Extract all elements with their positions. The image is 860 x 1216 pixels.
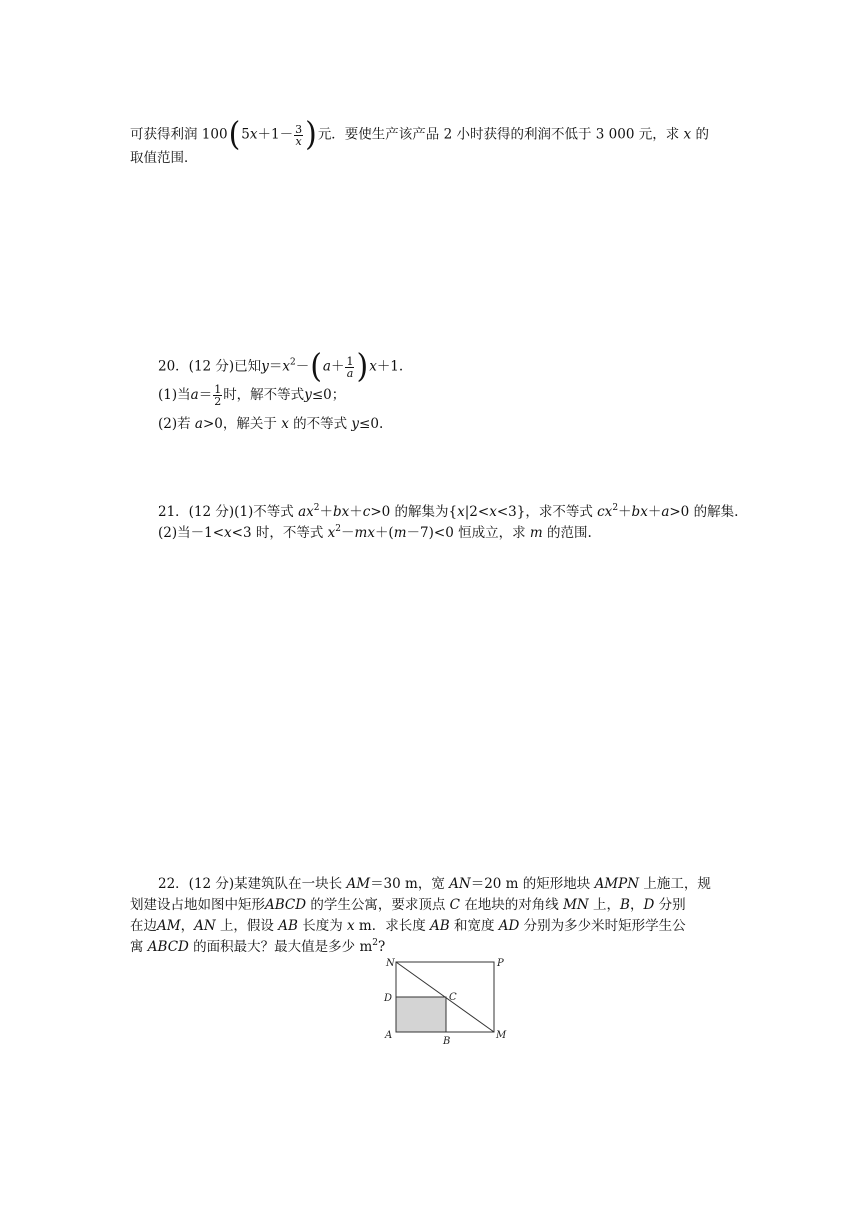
q20-p1-num: 1 xyxy=(214,383,222,396)
q20-line-1 xyxy=(158,347,404,386)
q22-l1-b: ＝30 m，宽 xyxy=(370,876,445,892)
q22-l1-an: AN xyxy=(449,876,471,892)
q19-term-b: ＋1－ xyxy=(257,126,294,143)
q21-l1-cx: cx xyxy=(597,504,613,520)
q22-l3-ab2: AB xyxy=(430,918,450,934)
q21-l1-sq: 2 xyxy=(313,503,320,513)
q20-part-1 xyxy=(158,383,345,407)
q20-p2-lead: (2)若 xyxy=(158,416,191,432)
q22-l3-x: x xyxy=(347,918,355,934)
q22-l3-an: AN xyxy=(194,918,216,934)
q19-tail-2: 的 xyxy=(695,126,709,143)
label-n: N xyxy=(386,958,395,969)
q21-l2-m2: m xyxy=(529,525,543,541)
q20-p1-a: a xyxy=(190,387,199,403)
q20-part-2 xyxy=(158,415,383,433)
q19-paren-close: ) xyxy=(305,115,317,154)
q22-l4-a: 寓 xyxy=(130,939,144,955)
q22-line-3 xyxy=(130,917,686,935)
q20-p1-den: 2 xyxy=(214,395,222,408)
q19-line-2: 取值范围． xyxy=(130,150,198,166)
q22-l3-c: 上，假设 xyxy=(219,918,274,934)
label-p: P xyxy=(497,958,504,969)
q20-p1-lead: (1)当 xyxy=(158,387,191,403)
q22-l4-abcd: ABCD xyxy=(147,939,189,955)
q22-l2-g: 分别 xyxy=(658,897,686,913)
q22-l3-am: AM xyxy=(157,918,181,934)
q22-l2-dv: D xyxy=(643,897,655,913)
q22-l2-c: C xyxy=(449,897,461,913)
apartment-abcd xyxy=(396,997,446,1032)
q21-l2-c: － xyxy=(341,525,355,541)
q19-line-1 xyxy=(130,115,709,154)
q22-l1-am: AM xyxy=(346,876,371,892)
q21-l2-x2: x xyxy=(327,525,336,541)
q22-line-2 xyxy=(130,896,686,914)
q20-p1-fraction xyxy=(213,384,222,407)
q22-l4-c: ? xyxy=(378,939,386,955)
q21-l2-m: m xyxy=(393,525,407,541)
q22-l1-c: ＝20 m 的矩形地块 xyxy=(470,876,591,892)
q19-paren-open: ( xyxy=(228,115,241,154)
q20-plus: ＋ xyxy=(330,358,345,375)
q20-fraction xyxy=(345,356,354,379)
q21-line-2 xyxy=(158,524,592,542)
q21-l2-mx: mx xyxy=(354,525,375,541)
q19-frac-num: 3 xyxy=(295,122,303,136)
q19-profit-lead: 可获得利润 100 xyxy=(130,126,228,143)
q21-l2-e: －7)<0 恒成立，求 xyxy=(406,525,526,541)
q22-line-1 xyxy=(158,875,711,893)
q22-l2-bv: B xyxy=(620,897,630,913)
q21-l1-bx: bx xyxy=(333,504,350,520)
q21-l2-b: <3 时，不等式 xyxy=(231,525,324,541)
q21-l2-f: 的范围. xyxy=(547,525,592,541)
q22-l4-sq: 2 xyxy=(372,938,378,948)
q21-l1-h: ＋ xyxy=(647,504,662,520)
label-c: C xyxy=(449,992,457,1003)
q21-line-1 xyxy=(158,503,738,521)
q22-l2-f: ， xyxy=(629,897,644,913)
q22-l2-mn: MN xyxy=(563,897,589,913)
q22-l2-b: 的学生公寓，要求顶点 xyxy=(310,897,446,913)
q21-l1-f: <3}，求不等式 xyxy=(496,504,593,520)
q21-l2-d: ＋( xyxy=(374,525,394,541)
q21-l1-a: 21．(12 分)(1)不等式 xyxy=(158,504,294,520)
q20-p2-mid2: 的不等式 xyxy=(293,416,348,432)
q21-l1-d: >0 的解集为{ xyxy=(370,504,458,520)
q19-var-x-2: x xyxy=(683,126,692,143)
q20-paren-close: ) xyxy=(356,347,369,386)
label-a: A xyxy=(385,1030,393,1041)
q22-l2-abcd: ABCD xyxy=(265,897,307,913)
q21-l1-c: ＋ xyxy=(349,504,363,520)
q22-l3-ab: AB xyxy=(278,918,298,934)
q22-l2-d: 在地块的对角线 xyxy=(464,897,559,913)
q21-l1-bx2: bx xyxy=(631,504,648,520)
q21-l1-i: >0 的解集. xyxy=(669,504,739,520)
q22-l3-b: ， xyxy=(180,918,195,934)
label-b: B xyxy=(443,1036,451,1047)
q21-l1-g: ＋ xyxy=(618,504,632,520)
q22-l2-e: 上， xyxy=(593,897,621,913)
q22-l2-a: 划建设占地如图中矩形 xyxy=(130,897,265,913)
q22-l3-a: 在边 xyxy=(130,918,157,934)
q22-l4-b: 的面积最大？最大值是多少 m xyxy=(193,939,373,955)
q20-eq: ＝ xyxy=(268,358,283,375)
q22-l1-a: 22．(12 分)某建筑队在一块长 xyxy=(158,876,343,892)
q20-sq: 2 xyxy=(289,357,296,368)
q21-l1-sq2: 2 xyxy=(612,503,619,513)
q20-prefix: 20．(12 分)已知 xyxy=(158,358,262,375)
q20-p1-tail: ≤0； xyxy=(311,387,346,403)
q20-frac-den: a xyxy=(346,366,354,380)
q20-p1-eq: ＝ xyxy=(198,387,213,403)
q21-l1-x: x xyxy=(457,504,465,520)
q22-l3-e: m．求长度 xyxy=(358,918,426,934)
q19-var-x: x xyxy=(249,126,258,143)
q21-l2-sq: 2 xyxy=(335,524,342,534)
q20-p1-y: y xyxy=(304,387,312,403)
q21-l1-x2: x xyxy=(489,504,497,520)
q21-l2-a: (2)当－1< xyxy=(158,525,225,541)
q21-l1-e: |2< xyxy=(464,504,490,520)
q19-term-a: 5 xyxy=(241,126,250,143)
q20-y: y xyxy=(261,358,269,375)
q19-fraction xyxy=(294,124,303,147)
q21-l2-x: x xyxy=(224,525,232,541)
q20-p2-mid: >0，解关于 xyxy=(202,416,277,432)
q21-l1-av: a xyxy=(661,504,670,520)
q22-l1-ampn: AMPN xyxy=(594,876,640,892)
q21-l1-b: ＋ xyxy=(319,504,334,520)
q21-l1-ax: ax xyxy=(298,504,314,520)
q20-paren-open: ( xyxy=(310,347,322,386)
q20-frac-num: 1 xyxy=(346,354,354,368)
q21-l1-cv: c xyxy=(362,504,371,520)
rectangle-diagram xyxy=(378,956,518,1048)
q20-p2-a: a xyxy=(194,416,203,432)
q20-suffix: ＋1. xyxy=(376,358,404,375)
q20-a: a xyxy=(322,358,331,375)
q19-frac-den: x xyxy=(295,134,302,148)
q22-l3-ad: AD xyxy=(498,918,520,934)
label-d: D xyxy=(384,993,393,1004)
q22-line-4 xyxy=(130,938,385,956)
q20-p2-x: x xyxy=(281,416,289,432)
q20-x: x xyxy=(282,358,290,375)
q20-x-2: x xyxy=(369,358,377,375)
q22-l3-d: 长度为 xyxy=(302,918,343,934)
q20-p2-tail: ≤0. xyxy=(359,416,384,432)
label-m: M xyxy=(496,1030,507,1041)
q20-p1-mid: 时，解不等式 xyxy=(223,387,305,403)
q20-p2-y: y xyxy=(351,416,360,432)
q22-l3-f: 和宽度 xyxy=(454,918,495,934)
q19-tail-1: 元．要使生产该产品 2 小时获得的利润不低于 3 000 元，求 xyxy=(317,126,680,143)
q22-l1-d: 上施工，规 xyxy=(643,876,711,892)
q20-minus: － xyxy=(295,358,310,375)
q22-l3-g: 分别为多少米时矩形学生公 xyxy=(523,918,686,934)
